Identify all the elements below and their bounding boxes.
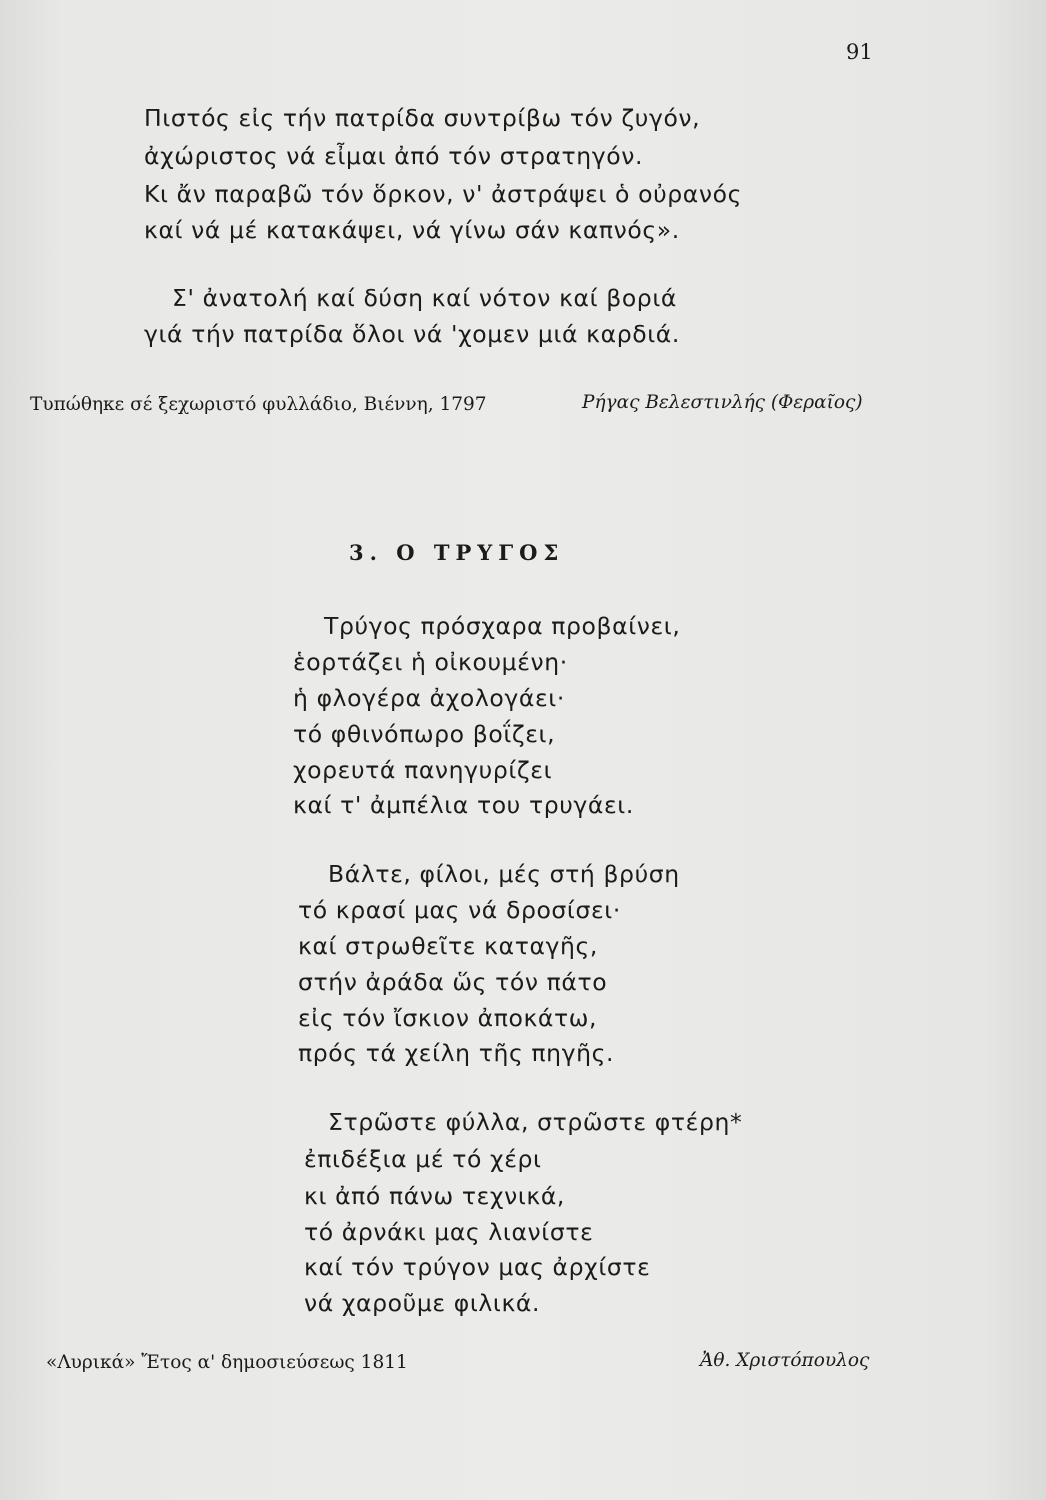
poem-line: Κι ἄν παραβῶ τόν ὅρκον, ν' ἀστράψει ὁ οὐρανός <box>144 180 742 208</box>
rigas-source-note: Τυπώθηκε σέ ξεχωριστό φυλλάδιο, Βιέννη, 1797 <box>30 394 487 415</box>
poem-line: καί νά μέ κατακάψει, νά γίνω σάν καπνός». <box>144 216 680 244</box>
poem-line: Πιστός εἰς τήν πατρίδα συντρίβω τόν ζυγόν, <box>144 104 701 132</box>
poem-line: εἰς τόν ἴσκιον ἀποκάτω, <box>298 1004 598 1032</box>
trygos-source-note: «Λυρικά» Ἔτος α' δημοσιεύσεως 1811 <box>46 1352 408 1373</box>
poem-line: νά χαροῦμε φιλικά. <box>304 1289 541 1317</box>
poem-heading: 3. Ο ΤΡΥΓΟΣ <box>349 540 565 565</box>
poem-line: Σ' ἀνατολή καί δύση καί νότον καί βοριά <box>172 284 677 312</box>
poem-line: τό ἀρνάκι μας λιανίστε <box>304 1218 594 1246</box>
poem-line: κι ἀπό πάνω τεχνικά, <box>304 1182 565 1210</box>
poem-line: καί τ' ἀμπέλια του τρυγάει. <box>293 791 634 819</box>
poem-line: καί τόν τρύγον μας ἀρχίστε <box>304 1253 651 1281</box>
page-number: 91 <box>846 40 873 64</box>
poem-line: Βάλτε, φίλοι, μές στή βρύση <box>328 860 680 888</box>
poem-line: ἑορτάζει ἡ οἰκουμένη· <box>293 648 568 676</box>
poem-line: ἡ φλογέρα ἀχολογάει· <box>293 684 565 712</box>
poem-line: ἀχώριστος νά εἶμαι ἀπό τόν στρατηγόν. <box>144 142 644 170</box>
poem-line: πρός τά χείλη τῆς πηγῆς. <box>298 1039 615 1067</box>
poem-line: καί στρωθεῖτε καταγῆς, <box>298 932 598 960</box>
poem-line: στήν ἀράδα ὥς τόν πάτο <box>298 968 608 996</box>
trygos-author: Ἀθ. Χριστόπουλος <box>700 1350 870 1371</box>
poem-line: Στρῶστε φύλλα, στρῶστε φτέρη* <box>328 1108 743 1136</box>
rigas-author: Ρήγας Βελεστινλής (Φεραῖος) <box>582 392 863 413</box>
poem-line: ἐπιδέξια μέ τό χέρι <box>304 1145 542 1173</box>
poem-line: τό φθινόπωρο βοΐζει, <box>293 720 556 748</box>
poem-line: χορευτά πανηγυρίζει <box>293 756 553 784</box>
poem-line: γιά τήν πατρίδα ὅλοι νά 'χομεν μιά καρδιά. <box>144 320 680 348</box>
poem-line: Τρύγος πρόσχαρα προβαίνει, <box>324 612 681 640</box>
poem-line: τό κρασί μας νά δροσίσει· <box>298 896 621 924</box>
